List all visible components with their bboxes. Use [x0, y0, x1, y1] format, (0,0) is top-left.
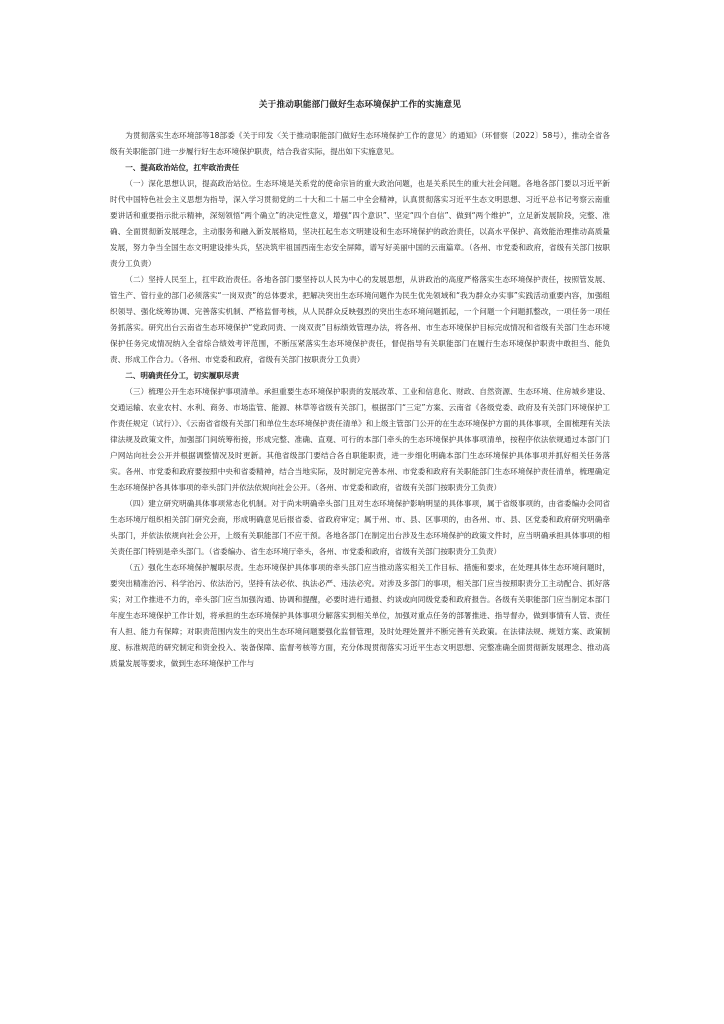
body-paragraph: （一）深化思想认识，提高政治站位。生态环境是关系党的使命宗旨的重大政治问题，也是关系民生的重大社会问题。各地各部门要以习近平新时代中国特色社会主义思想为指导，深入学习贯彻党的二十大和二十届二中全会精神，认真贯彻落实习近平生态文明思想、习近平总书记考察云南重要讲话和重要指示批示精神，深刻领悟“两个确立”的决定性意义，增强“四个意识”、坚定“四个自信”、做到“两个维护”，立足新发展阶段，完整、准确、全面贯彻新发展理念，主动服务和融入新发展格局，坚决扛起生态文明建设和生态环境保护的政治责任，以高水平保护、高效能治理推动高质量发展，努力争当全国生态文明建设排头兵，坚决筑牢祖国西南生态安全屏障，谱写好美丽中国的云南篇章。（各州、市党委和政府，省级有关部门按职责分工负责） — [110, 179, 610, 268]
section-heading: 二、明确责任分工，切实履职尽责 — [125, 371, 240, 380]
body-paragraph: 为贯彻落实生态环境部等18部委《关于印发〈关于推动职能部门做好生态环境保护工作的意见〉的通知》（环督察〔2022〕58号），推动全省各级有关职能部门进一步履行好生态环境保护职责，结合我省实际，提出如下实施意见。 — [110, 131, 610, 156]
document-page — [110, 98, 610, 672]
body-paragraph: （三）梳理公开生态环境保护事项清单。承担重要生态环境保护职责的发展改革、工业和信息化、财政、自然资源、生态环境、住房城乡建设、交通运输、农业农村、水利、商务、市场监管、能源、林草等省级有关部门，根据部门“三定”方案、云南省《各级党委、政府及有关部门环境保护工作责任规定（试行）》、《云南省省级有关部门和单位生态环境保护责任清单》和上级主管部门公开的在生态环境保护方面的具体事项，全面梳理有关法律法规及政策文件，加强部门间统筹衔接，形成完整、准确、直观、可行的本部门牵头的生态环境保护具体事项清单，按程序依法依规通过本部门门户网站向社会公开并根据调整情况及时更新。其他省级部门要结合各自职能职责，进一步细化明确本部门生态环境保护具体事项并抓好相关任务落实。各州、市党委和政府要按照中央和省委精神，结合当地实际，及时制定完善本州、市党委和政府有关职能部门生态环境保护责任清单，梳理确定生态环境保护各具体事项的牵头部门并依法依规向社会公开。（各州、市党委和政府，省级有关部门按职责分工负责） — [110, 387, 610, 492]
body-paragraph: （二）坚持人民至上，扛牢政治责任。各地各部门要坚持以人民为中心的发展思想，从讲政治的高度严格落实生态环境保护责任，按照管发展、管生产、管行业的部门必须落实“一岗双责”的总体要求，把解决突出生态环境问题作为民生优先领域和“我为群众办实事”实践活动重要内容，加强组织领导、强化统筹协调、完善落实机制、严格监督考核，从人民群众反映强烈的突出生态环境问题抓起，一个问题一个问题抓整改，一项任务一项任务抓落实。研究出台云南省生态环境保护“党政同责、一岗双责”目标绩效管理办法，将各州、市生态环境保护目标完成情况和省级有关部门生态环境保护任务完成情况纳入全省综合绩效考评范围，不断压紧落实生态环境保护责任，督促指导有关职能部门在履行生态环境保护职责中敢担当、能负责、形成工作合力。（各州、市党委和政府，省级有关部门按职责分工负责） — [110, 275, 610, 364]
body-paragraph: （五）强化生态环境保护履职尽责。生态环境保护具体事项的牵头部门应当推动落实相关工作目标、措施和要求，在处理具体生态环境问题时，要突出精准治污、科学治污、依法治污，坚持有法必依、执法必严、违法必究。对涉及多部门的事项，相关部门应当按照职责分工主动配合、抓好落实；对工作推进不力的，牵头部门应当加强沟通、协调和提醒，必要时进行通报、约谈或向同级党委和政府报告。各级有关职能部门应当制定本部门年度生态环境保护工作计划，将承担的生态环境保护具体事项分解落实到相关单位，加强对重点任务的部署推进、指导督办，做到事情有人管、责任有人担、能力有保障；对职责范围内发生的突出生态环境问题要强化监督管理，及时处理处置并不断完善有关政策。在法律法规、规划方案、政策制度、标准规范的研究制定和资金投入、装备保障、监督考核等方面，充分体现贯彻落实习近平生态文明思想、完整准确全面贯彻新发展理念、推动高质量发展等要求，做到生态环境保护工作与 — [110, 563, 610, 668]
body-paragraph: （四）建立研究明确具体事项常态化机制。对于尚未明确牵头部门且对生态环境保护影响明显的具体事项，属于省级事项的，由省委编办会同省生态环境厅组织相关部门研究会商，形成明确意见后报省委、省政府审定；属于州、市、县、区事项的，由各州、市、县、区党委和政府研究明确牵头部门，并依法依规向社会公开，上级有关职能部门不应干预。各地各部门在制定出台涉及生态环境保护的政策文件时，应当明确承担具体事项的相关责任部门特别是牵头部门。（省委编办、省生态环境厅牵头，各州、市党委和政府，省级有关部门按职责分工负责） — [110, 499, 610, 556]
document-body — [110, 128, 610, 672]
section-heading: 一、提高政治站位，扛牢政治责任 — [125, 163, 240, 172]
document-title: 关于推动职能部门做好生态环境保护工作的实施意见 — [258, 100, 462, 110]
